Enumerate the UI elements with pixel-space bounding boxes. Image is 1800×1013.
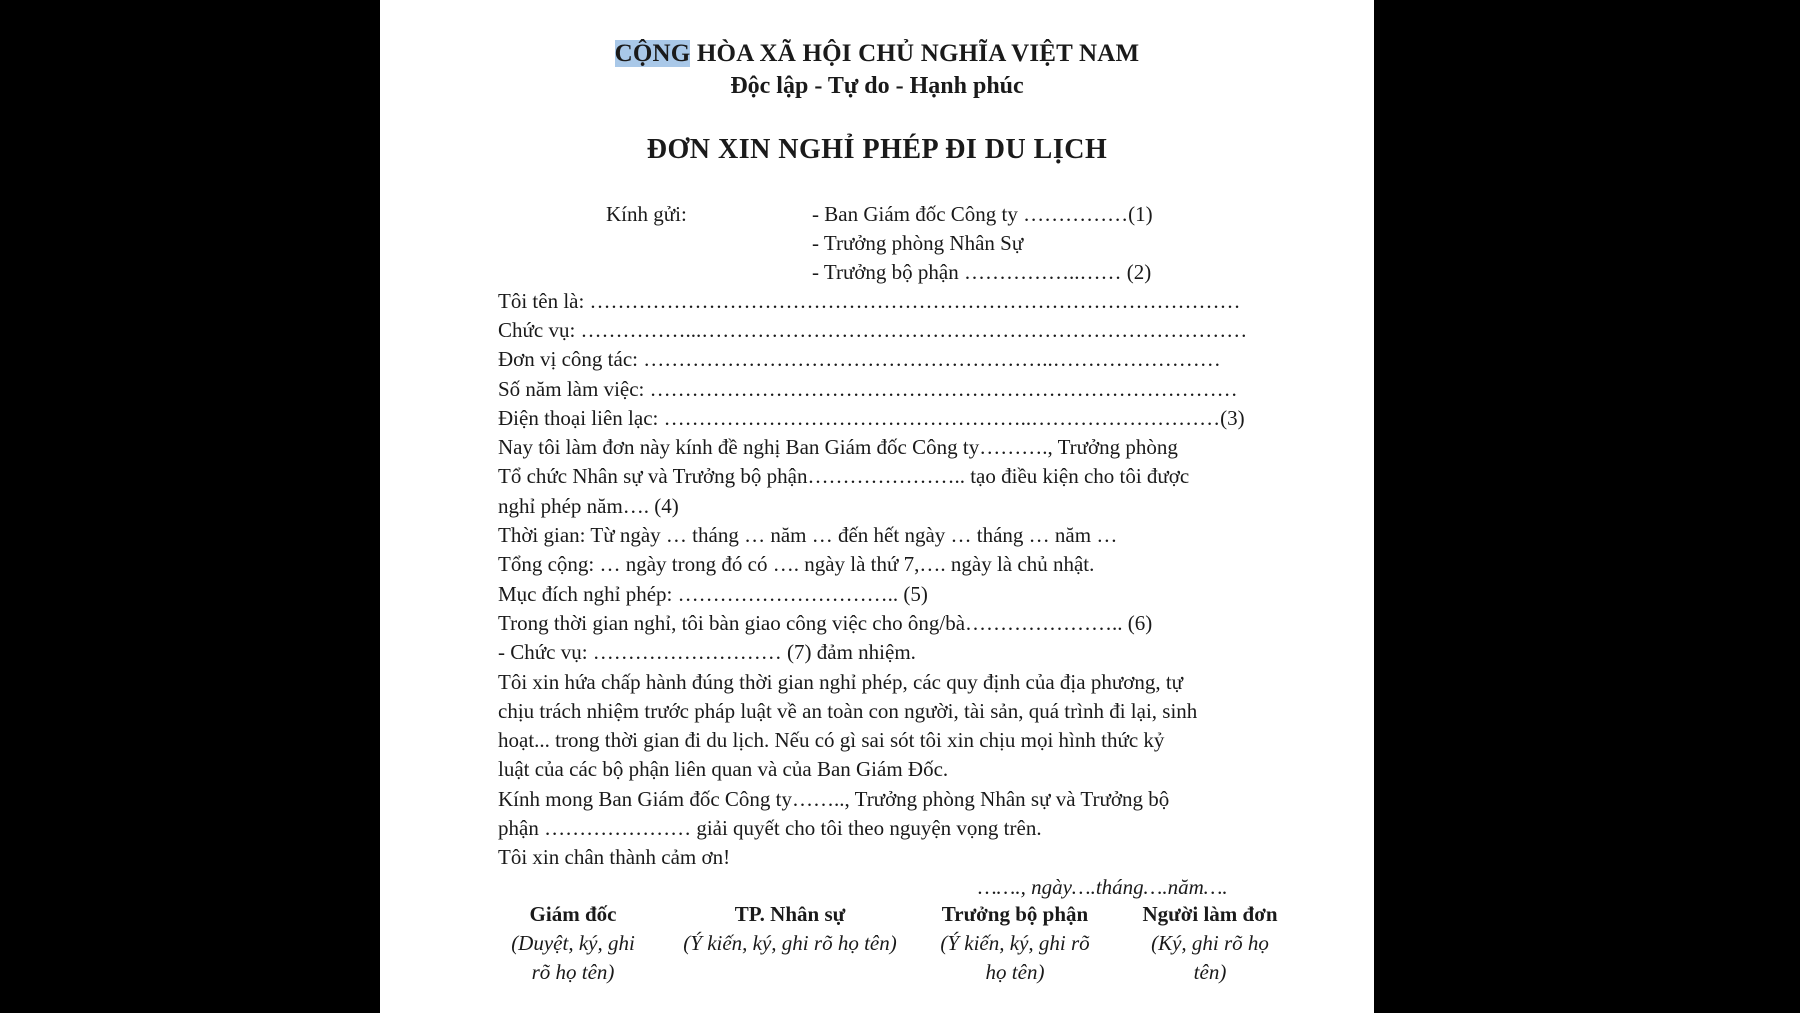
body-line: phận ………………… giải quyết cho tôi theo nguyện vọng trên.: [498, 816, 1042, 840]
recipients-label: Kính gửi:: [606, 202, 687, 226]
body-line: Đơn vị công tác: …………………………………………………..……………………: [498, 347, 1221, 371]
body-line: Nay tôi làm đơn này kính đề nghị Ban Giám đốc Công ty………., Trưởng phòng: [498, 435, 1178, 459]
recipient-3: - Trưởng bộ phận ……………..…… (2): [812, 260, 1152, 284]
signature-hr-head: [665, 900, 915, 958]
national-header-rest: HÒA XÃ HỘI CHỦ NGHĨA VIỆT NAM: [690, 40, 1140, 67]
body-line: chịu trách nhiệm trước pháp luật về an toàn con người, tài sản, quá trình đi lại, sinh: [498, 699, 1198, 723]
motto: Độc lập - Tự do - Hạnh phúc: [730, 73, 1024, 99]
signature-note: (Duyệt, ký, ghi: [511, 931, 635, 955]
body-line: hoạt... trong thời gian đi du lịch. Nếu có gì sai sót tôi xin chịu mọi hình thức kỷ: [498, 728, 1165, 752]
body-line: Chức vụ: ……………...……………………………………………………………………: [498, 318, 1248, 342]
signature-dept-head: [930, 900, 1100, 987]
body-line: Tôi tên là: …………………………………………………………………………………: [498, 289, 1241, 313]
signature-title: Người làm đơn: [1142, 902, 1278, 926]
selected-text[interactable]: CỘNG: [614, 40, 691, 67]
body-line: Trong thời gian nghỉ, tôi bàn giao công việc cho ông/bà………………….. (6): [498, 611, 1153, 635]
body-line: Tổng cộng: … ngày trong đó có …. ngày là thứ 7,…. ngày là chủ nhật.: [498, 552, 1095, 576]
date-line: ……., ngày….tháng….năm….: [978, 875, 1228, 899]
body-line: Số năm làm việc: …………………………………………………………………………: [498, 377, 1238, 401]
recipient-2: - Trưởng phòng Nhân Sự: [812, 231, 1024, 255]
signature-note: tên): [1193, 960, 1227, 984]
document-title: ĐƠN XIN NGHỈ PHÉP ĐI DU LỊCH: [646, 134, 1108, 165]
signature-title: Trưởng bộ phận: [941, 902, 1089, 926]
body-line: Mục đích nghỉ phép: ………………………….. (5): [498, 582, 928, 606]
body-line: Kính mong Ban Giám đốc Công ty…….., Trưởng phòng Nhân sự và Trưởng bộ: [498, 787, 1170, 811]
body-line: Điện thoại liên lạc: ……………………………………………..………………………(3): [498, 406, 1245, 430]
body-line: nghỉ phép năm…. (4): [498, 494, 679, 518]
body-line: Tôi xin hứa chấp hành đúng thời gian nghỉ phép, các quy định của địa phương, tự: [498, 670, 1184, 694]
signature-title: Giám đốc: [529, 902, 617, 926]
signature-note: (Ý kiến, ký, ghi rõ: [940, 931, 1090, 955]
signature-note: họ tên): [985, 960, 1045, 984]
signature-director: [500, 900, 646, 987]
signature-title: TP. Nhân sự: [734, 902, 846, 926]
document-page: [380, 0, 1374, 1013]
recipient-1: - Ban Giám đốc Công ty ……………(1): [812, 202, 1153, 226]
signature-note: (Ký, ghi rõ họ: [1151, 931, 1269, 955]
body-line: Thời gian: Từ ngày … tháng … năm … đến hết ngày … tháng … năm …: [498, 523, 1118, 547]
body-line: Tổ chức Nhân sự và Trưởng bộ phận………………….. tạo điều kiện cho tôi được: [498, 464, 1190, 488]
body-line: - Chức vụ: ……………………… (7) đảm nhiệm.: [498, 640, 916, 664]
national-header: [380, 40, 1374, 68]
body-line: luật của các bộ phận liên quan và của Ban Giám Đốc.: [498, 757, 949, 781]
signature-note: (Ý kiến, ký, ghi rõ họ tên): [683, 931, 897, 955]
body-line: Tôi xin chân thành cảm ơn!: [498, 845, 731, 869]
signature-applicant: [1125, 900, 1295, 987]
signature-note: rõ họ tên): [531, 960, 615, 984]
